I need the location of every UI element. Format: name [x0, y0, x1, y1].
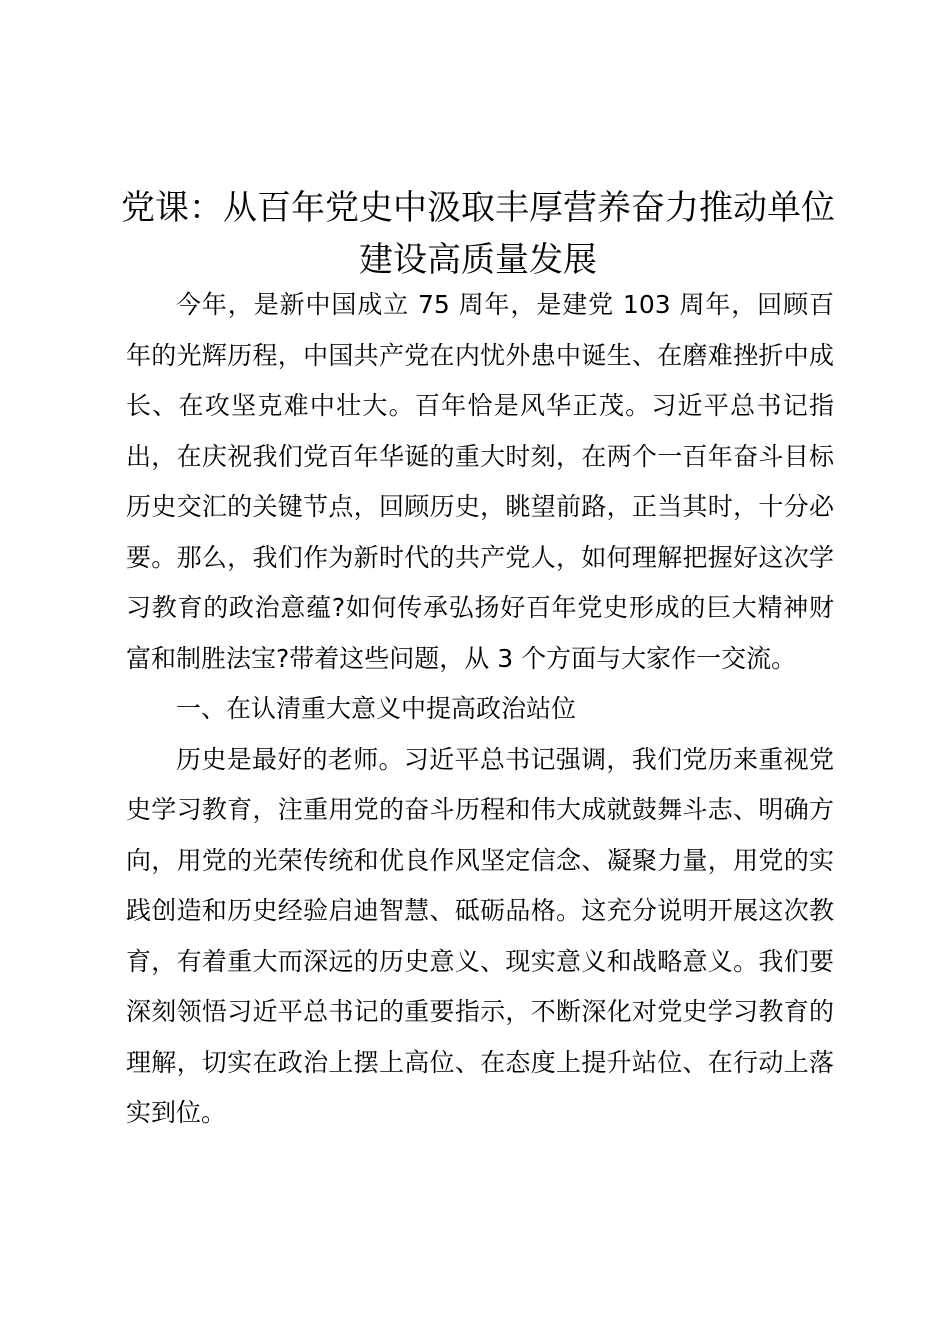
document-title: 党课：从百年党史中汲取丰厚营养奋力推动单位建设高质量发展 — [121, 188, 835, 280]
section-heading-1: 一、在认清重大意义中提高政治站位 — [176, 694, 577, 723]
section-1-paragraph: 历史是最好的老师。习近平总书记强调，我们党历来重视党史学习教育，注重用党的奋斗历程和伟大成就鼓舞斗志、明确方向，用党的光荣传统和优良作风坚定信念、凝聚力量，用党的实践创造和历史经验启迪智慧、砥砺品格。这充分说明开展这次教育，有着重大而深远的历史意义、现实意义和战略意义。我们要深刻领悟习近平总书记的重要指示，不断深化对党史学习教育的理解，切实在政治上摆上高位、在态度上提升站位、在行动上落实到位。 — [126, 744, 834, 1127]
intro-paragraph: 今年，是新中国成立 75 周年，是建党 103 周年，回顾百年的光辉历程，中国共产党在内忧外患中诞生、在磨难挫折中成长、在攻坚克难中壮大。百年恰是风华正茂。习近平总书记指出，在庆祝我们党百年华诞的重大时刻，在两个一百年奋斗目标历史交汇的关键节点，回顾历史，眺望前路，正当其时，十分必要。那么，我们作为新时代的共产党人，如何理解把握好这次学习教育的政治意蕴?如何传承弘扬好百年党史形成的巨大精神财富和制胜法宝?带着这些问题，从 3 个方面与大家作一交流。 — [126, 290, 834, 673]
document-body — [126, 280, 834, 1139]
